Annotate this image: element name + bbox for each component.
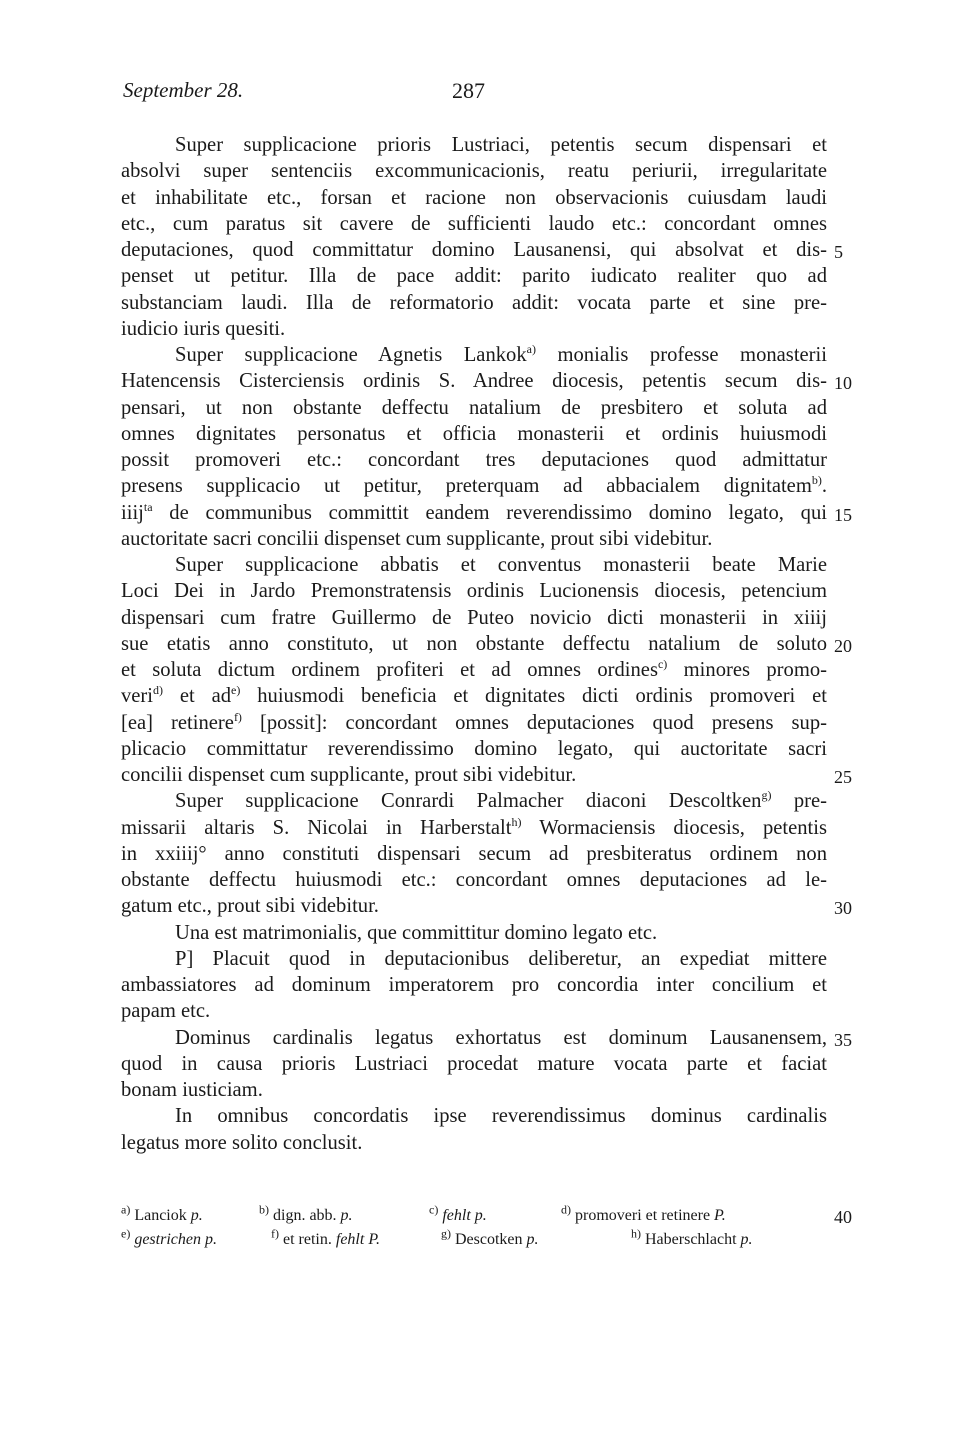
text-line (121, 683, 827, 709)
line-text: minores promo- (667, 659, 827, 681)
line-text: Super supplicacione Conrardi Palmacher diaconi Descoltken (175, 790, 762, 813)
text-line (121, 788, 827, 814)
line-text: pensari, ut non obstante deffectu natalium de presbitero et soluta ad (121, 396, 827, 419)
footnote-siglum: P. (714, 1207, 726, 1224)
footnote-marker: f) (233, 709, 242, 724)
footnote-row (121, 1228, 827, 1252)
text-line (121, 263, 827, 289)
footnote-row (121, 1204, 827, 1228)
footnote-marker: g) (441, 1226, 451, 1241)
footnote-siglum: P. (368, 1231, 381, 1248)
footnote-text: dign. abb. (269, 1207, 341, 1224)
running-header: September 28. (123, 78, 244, 102)
footnote-marker: c) (429, 1202, 439, 1217)
text-line (121, 762, 827, 788)
footnote (121, 1228, 217, 1252)
line-number: 15 (834, 504, 852, 525)
footnote-marker: g) (761, 788, 772, 803)
line-text: Dominus cardinalis legatus exhortatus est dominum Lausanensem, (175, 1026, 827, 1049)
line-text: Super supplicacione Agnetis Lankok (175, 344, 527, 366)
text-line (121, 342, 827, 368)
footnote-marker: ta (143, 499, 153, 514)
footnote-marker: a) (526, 342, 536, 357)
line-number: 5 (834, 242, 843, 262)
text-line (121, 421, 827, 447)
text-line (121, 290, 827, 316)
text-line (121, 395, 827, 421)
text-line (121, 552, 827, 578)
line-text: missarii altaris S. Nicolai in Harberstalt (121, 816, 512, 839)
footnote-marker: b) (259, 1202, 269, 1217)
line-text: auctoritate sacri concilii dispenset cum supplicante, prout sibi videbitur. (121, 527, 713, 550)
text-line (121, 605, 827, 631)
text-line (121, 972, 827, 998)
text-line (121, 316, 827, 342)
line-text: . (821, 475, 827, 498)
footnote-text: Haberschlacht (641, 1231, 741, 1248)
footnote (259, 1204, 353, 1228)
body-text (121, 132, 827, 1156)
line-number: 40 (834, 1207, 852, 1227)
line-text: veri (121, 685, 154, 708)
text-line (121, 473, 827, 499)
text-line (121, 1051, 827, 1077)
text-line (121, 1077, 827, 1103)
text-line (121, 158, 827, 184)
line-text: plicacio committatur reverendissimo domino legato, qui auctoritate sacri (121, 737, 827, 760)
line-text: Loci Dei in Jardo Premonstratensis ordinis Lucionensis diocesis, petencium (121, 580, 827, 603)
footnote-marker: e) (231, 683, 241, 698)
footnote (121, 1204, 203, 1228)
line-number: 30 (834, 898, 852, 919)
text-line (121, 132, 827, 158)
line-text: penset ut petitur. Illa de pace addit: parito iudicato realiter quo ad (121, 265, 827, 288)
footnote-siglum: p. (340, 1207, 353, 1224)
line-text: et soluta dictum ordinem profiteri et ad omnes ordines (121, 659, 658, 681)
footnote-text: Lanciok (130, 1207, 191, 1224)
line-text: deputaciones, quod committatur domino Lausanensi, qui absolvat et dis- (121, 239, 827, 261)
line-text: substanciam laudi. Illa de reformatorio addit: vocata parte et sine pre- (121, 291, 827, 314)
line-text: in xxiiij° anno constituti dispensari secum ad presbiteratus ordinem non (121, 842, 827, 865)
text-line (121, 998, 827, 1024)
footnote (561, 1204, 726, 1228)
footnote (271, 1228, 380, 1252)
text-line (121, 368, 827, 394)
footnote (441, 1228, 539, 1252)
line-text: papam etc. (121, 1000, 211, 1023)
line-text: pre- (771, 790, 827, 813)
line-text: obstante deffectu huiusmodi etc.: concordant omnes deputaciones ad le- (121, 869, 827, 891)
footnote-text: et retin. (279, 1231, 336, 1248)
text-line (121, 526, 827, 552)
page-number: 287 (452, 78, 485, 103)
text-line (121, 185, 827, 211)
footnote-marker: h) (511, 814, 522, 829)
line-text: Hatencensis Cisterciensis ordinis S. Andree diocesis, petentis secum dis- (121, 370, 827, 393)
footnote-text: fehlt (438, 1207, 475, 1224)
text-line (121, 211, 827, 237)
line-text: [ea] retinere (121, 711, 234, 734)
line-text: gatum etc., prout sibi videbitur. (121, 895, 379, 918)
footnote-marker: f) (271, 1226, 279, 1241)
text-line (121, 1103, 827, 1129)
line-text: Super supplicacione abbatis et conventus monasterii beate Marie (175, 554, 827, 576)
line-text: iiij (121, 501, 144, 524)
text-line (121, 237, 827, 263)
footnote-siglum: p. (474, 1207, 487, 1224)
line-text: ambassiatores ad dominum imperatorem pro concordia inter concilium et (121, 974, 827, 996)
line-text: absolvi super sentenciis excommunicacionis, reatu periurii, irregularitate (121, 160, 827, 183)
text-line (121, 736, 827, 762)
text-line (121, 920, 827, 946)
text-line (121, 946, 827, 972)
line-number: 35 (834, 1029, 852, 1050)
footnote-siglum: p. (526, 1231, 539, 1248)
text-line (121, 1130, 827, 1156)
text-line (121, 578, 827, 604)
text-line (121, 815, 827, 841)
text-line (121, 631, 827, 657)
line-text: P] Placuit quod in deputacionibus deliberetur, an expediat mittere (175, 947, 827, 970)
line-text: omnes dignitates personatus et officia monasterii et ordinis huiusmodi (121, 422, 827, 445)
line-text: etc., cum paratus sit cavere de sufficienti laudo etc.: concordant omnes (121, 212, 827, 235)
line-text: bonam iusticiam. (121, 1079, 263, 1101)
text-line (121, 867, 827, 893)
footnote-text: Descotken (451, 1231, 527, 1248)
line-text: [possit]: concordant omnes deputaciones quod presens sup- (241, 711, 827, 734)
line-text: concilii dispenset cum supplicante, prout sibi videbitur. (121, 764, 577, 786)
footnote-siglum: p. (190, 1207, 203, 1224)
footnotes (121, 1204, 827, 1252)
text-line (121, 1025, 827, 1051)
line-text: de communibus committit eandem reverendissimo domino legato, qui (152, 501, 827, 524)
text-line (121, 841, 827, 867)
line-text: Super supplicacione prioris Lustriaci, petentis secum dispensari et (175, 134, 827, 156)
line-text: iudicio iuris quesiti. (121, 317, 286, 340)
footnote-marker: b) (811, 473, 822, 488)
footnote-marker: d) (153, 683, 164, 698)
footnote-marker: h) (631, 1226, 641, 1241)
footnote-siglum: p. (204, 1231, 217, 1248)
text-line (121, 657, 827, 683)
footnote-marker: a) (121, 1202, 131, 1217)
line-text: huiusmodi beneficia et dignitates dicti ordinis promoveri et (240, 685, 827, 708)
text-line (121, 893, 827, 919)
line-text: monialis professe monasterii (535, 344, 827, 366)
line-text: quod in causa prioris Lustriaci procedat mature vocata parte et faciat (121, 1052, 827, 1075)
footnote-text: gestrichen (130, 1231, 205, 1248)
line-text: Wormaciensis diocesis, petentis (521, 816, 827, 839)
line-text: possit promoveri etc.: concordant tres deputaciones quod admittatur (121, 449, 827, 471)
line-text: et inhabilitate etc., forsan et racione non observacionis cuiusdam laudi (121, 186, 827, 209)
line-text: sue etatis anno constituto, ut non obstante deffectu natalium de soluto (121, 632, 827, 655)
footnote (631, 1228, 753, 1252)
footnote-marker: e) (121, 1226, 131, 1241)
footnote-siglum: p. (740, 1231, 753, 1248)
line-number: 20 (834, 635, 852, 656)
line-number: 10 (834, 373, 852, 394)
line-text: In omnibus concordatis ipse reverendissimus dominus cardinalis (175, 1105, 827, 1128)
footnote-text: fehlt (335, 1231, 369, 1248)
text-line (121, 500, 827, 526)
line-text: dispensari cum fratre Guillermo de Puteo novicio dicti monasterii in xiiij (121, 606, 827, 629)
line-text: presens supplicacio ut petitur, preterquam ad abbacialem dignitatem (121, 475, 812, 498)
line-text: legatus more solito conclusit. (121, 1131, 363, 1154)
text-line (121, 447, 827, 473)
text-line (121, 710, 827, 736)
footnote-marker: d) (561, 1202, 571, 1217)
line-number: 25 (834, 767, 852, 787)
footnote (429, 1204, 487, 1228)
line-text: Una est matrimonialis, que committitur domino legato etc. (175, 921, 658, 944)
footnote-text: promoveri et retinere (571, 1207, 715, 1224)
line-text: et ad (163, 685, 232, 708)
footnote-marker: c) (657, 657, 668, 672)
